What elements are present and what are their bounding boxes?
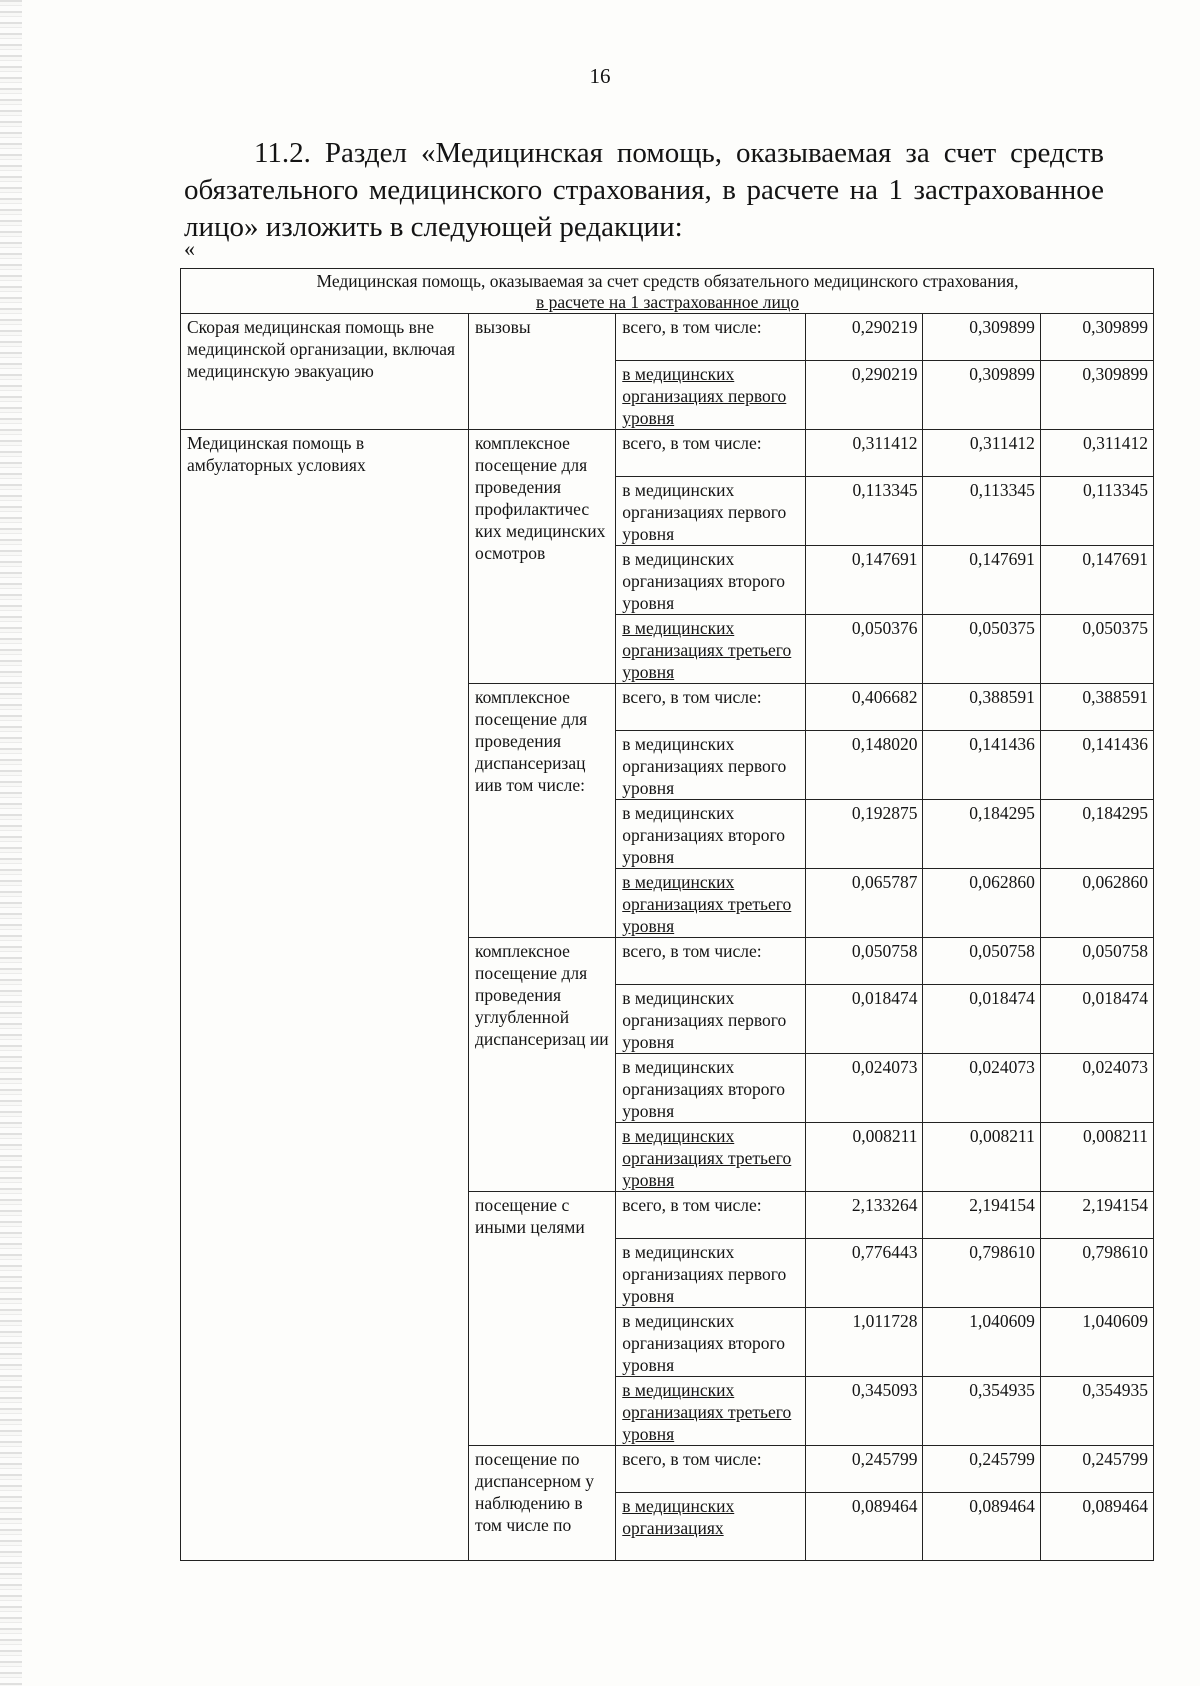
value-cell: 0,147691 xyxy=(806,546,923,615)
value-cell: 0,089464 xyxy=(806,1493,923,1561)
value-cell: 0,024073 xyxy=(806,1054,923,1123)
value-cell: 0,354935 xyxy=(1040,1377,1153,1446)
value-cell: 0,245799 xyxy=(806,1446,923,1493)
value-cell: 0,311412 xyxy=(806,430,923,477)
value-cell: 0,290219 xyxy=(806,361,923,430)
value-cell: 0,406682 xyxy=(806,684,923,731)
value-cell: 0,798610 xyxy=(1040,1239,1153,1308)
value-cell: 0,008211 xyxy=(1040,1123,1153,1192)
indicator-label-cell: в медицинских организациях первого уровня xyxy=(616,731,806,800)
value-cell: 0,113345 xyxy=(923,477,1040,546)
unit-cell: комплексное посещение для проведения углубленной диспансеризац ии xyxy=(469,938,616,1192)
value-cell: 0,050376 xyxy=(806,615,923,684)
oms-volume-table xyxy=(180,268,1154,1561)
value-cell: 0,354935 xyxy=(923,1377,1040,1446)
value-cell: 0,245799 xyxy=(923,1446,1040,1493)
value-cell: 0,024073 xyxy=(1040,1054,1153,1123)
value-cell: 0,147691 xyxy=(923,546,1040,615)
value-cell: 0,062860 xyxy=(1040,869,1153,938)
value-cell: 2,133264 xyxy=(806,1192,923,1239)
value-cell: 0,776443 xyxy=(806,1239,923,1308)
indicator-label-cell: в медицинских организациях третьего уровня xyxy=(616,615,806,684)
indicator-label-cell: всего, в том числе: xyxy=(616,314,806,361)
value-cell: 0,311412 xyxy=(1040,430,1153,477)
value-cell: 0,798610 xyxy=(923,1239,1040,1308)
scan-edge-shadow xyxy=(0,0,22,1686)
value-cell: 0,311412 xyxy=(923,430,1040,477)
value-cell: 0,018474 xyxy=(1040,985,1153,1054)
unit-cell: комплексное посещение для проведения профилактичес ких медицинских осмотров xyxy=(469,430,616,684)
indicator-label-cell: всего, в том числе: xyxy=(616,1446,806,1493)
indicator-label-cell: в медицинских организациях первого уровня xyxy=(616,1239,806,1308)
value-cell: 0,113345 xyxy=(806,477,923,546)
value-cell: 0,309899 xyxy=(923,361,1040,430)
indicator-label-cell: в медицинских организациях первого уровня xyxy=(616,361,806,430)
value-cell: 0,309899 xyxy=(1040,361,1153,430)
value-cell: 0,050758 xyxy=(806,938,923,985)
value-cell: 0,184295 xyxy=(1040,800,1153,869)
value-cell: 0,065787 xyxy=(806,869,923,938)
indicator-label-cell: всего, в том числе: xyxy=(616,430,806,477)
unit-cell: вызовы xyxy=(469,314,616,430)
value-cell: 0,388591 xyxy=(1040,684,1153,731)
indicator-label-cell: в медицинских организациях третьего уровня xyxy=(616,1123,806,1192)
indicator-label-cell: всего, в том числе: xyxy=(616,938,806,985)
value-cell: 0,113345 xyxy=(1040,477,1153,546)
table-header xyxy=(181,269,1154,314)
table-row xyxy=(181,430,1154,477)
value-cell: 0,062860 xyxy=(923,869,1040,938)
indicator-label-cell: в медицинских организациях первого уровня xyxy=(616,477,806,546)
unit-cell: посещение по диспансерном у наблюдению в том числе по xyxy=(469,1446,616,1561)
value-cell: 0,388591 xyxy=(923,684,1040,731)
value-cell: 0,148020 xyxy=(806,731,923,800)
unit-cell: комплексное посещение для проведения диспансеризац иив том числе: xyxy=(469,684,616,938)
indicator-label-cell: в медицинских организациях второго уровня xyxy=(616,800,806,869)
value-cell: 0,008211 xyxy=(806,1123,923,1192)
value-cell: 1,011728 xyxy=(806,1308,923,1377)
indicator-label-cell: в медицинских организациях первого уровня xyxy=(616,985,806,1054)
indicator-label-cell: всего, в том числе: xyxy=(616,684,806,731)
page-number: 16 xyxy=(589,64,611,88)
value-cell: 2,194154 xyxy=(1040,1192,1153,1239)
value-cell: 0,309899 xyxy=(923,314,1040,361)
value-cell: 0,050758 xyxy=(923,938,1040,985)
value-cell: 0,141436 xyxy=(1040,731,1153,800)
value-cell: 2,194154 xyxy=(923,1192,1040,1239)
value-cell: 0,345093 xyxy=(806,1377,923,1446)
opening-quote-mark: « xyxy=(184,236,195,261)
value-cell: 0,018474 xyxy=(806,985,923,1054)
value-cell: 0,089464 xyxy=(923,1493,1040,1561)
table-header-line-2: в расчете на 1 застрахованное лицо xyxy=(535,292,800,312)
amendment-heading: 11.2. Раздел «Медицинская помощь, оказываемая за счет средств обязательного медицинского страхования, в расчете на 1 застрахованное лицо» изложить в следующей редакции: xyxy=(184,137,1104,243)
indicator-label-cell: в медицинских организациях третьего уровня xyxy=(616,1377,806,1446)
value-cell: 0,290219 xyxy=(806,314,923,361)
value-cell: 0,050758 xyxy=(1040,938,1153,985)
indicator-label-cell: в медицинских организациях второго уровня xyxy=(616,1054,806,1123)
value-cell: 0,018474 xyxy=(923,985,1040,1054)
value-cell: 0,192875 xyxy=(806,800,923,869)
value-cell: 0,141436 xyxy=(923,731,1040,800)
value-cell: 0,050375 xyxy=(1040,615,1153,684)
section-name-cell: Медицинская помощь в амбулаторных условиях xyxy=(181,430,469,1561)
table-row xyxy=(181,314,1154,361)
value-cell: 0,008211 xyxy=(923,1123,1040,1192)
indicator-label-cell: всего, в том числе: xyxy=(616,1192,806,1239)
value-cell: 0,309899 xyxy=(1040,314,1153,361)
section-name-cell: Скорая медицинская помощь вне медицинской организации, включая медицинскую эвакуацию xyxy=(181,314,469,430)
unit-cell: посещение с иными целями xyxy=(469,1192,616,1446)
indicator-label-cell: в медицинских организациях третьего уровня xyxy=(616,869,806,938)
table-header-line-1: Медицинская помощь, оказываемая за счет средств обязательного медицинского страхования, xyxy=(316,271,1019,291)
value-cell: 1,040609 xyxy=(923,1308,1040,1377)
value-cell: 0,147691 xyxy=(1040,546,1153,615)
value-cell: 0,089464 xyxy=(1040,1493,1153,1561)
value-cell: 0,184295 xyxy=(923,800,1040,869)
indicator-label-cell: в медицинских организациях второго уровня xyxy=(616,1308,806,1377)
value-cell: 0,050375 xyxy=(923,615,1040,684)
value-cell: 0,024073 xyxy=(923,1054,1040,1123)
value-cell: 1,040609 xyxy=(1040,1308,1153,1377)
indicator-label-cell: в медицинских организациях xyxy=(616,1493,806,1561)
value-cell: 0,245799 xyxy=(1040,1446,1153,1493)
indicator-label-cell: в медицинских организациях второго уровня xyxy=(616,546,806,615)
